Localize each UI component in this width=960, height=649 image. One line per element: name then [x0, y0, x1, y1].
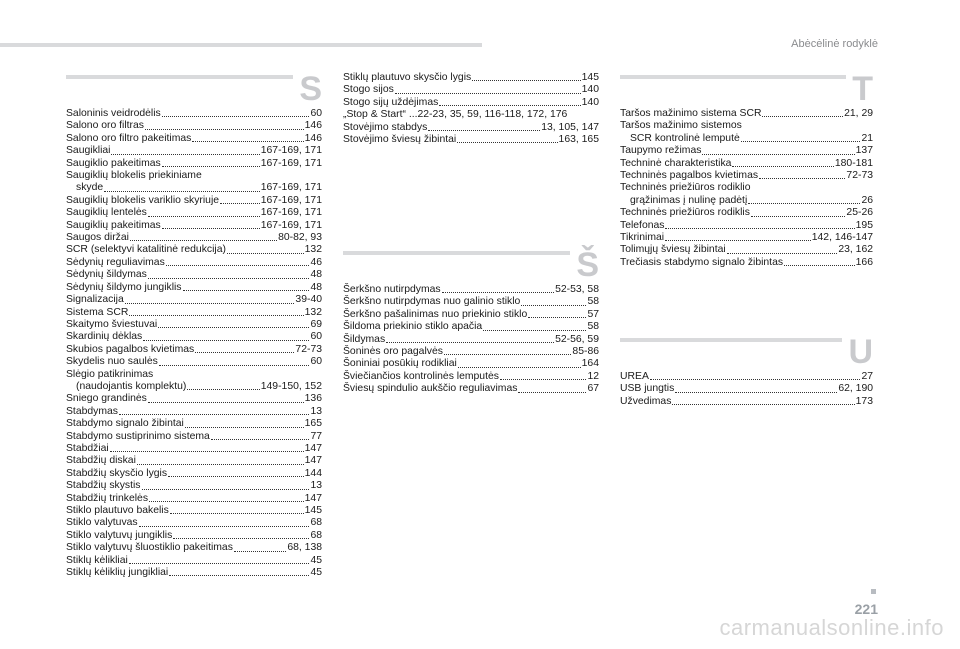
- index-pages: 166: [855, 256, 873, 268]
- index-term: Techninė charakteristika: [620, 157, 732, 169]
- index-term: skyde: [76, 182, 104, 194]
- index-term: Trečiasis stabdymo signalo žibintas: [620, 256, 784, 268]
- index-pages: 46: [310, 256, 322, 268]
- dot-leader: [104, 191, 260, 192]
- index-pages: 57: [587, 308, 599, 320]
- index-term: Stogo sijos: [343, 84, 394, 96]
- index-entry: [66, 468, 322, 480]
- index-entry: [620, 120, 873, 132]
- index-term: Saugiklių pakeitimas: [66, 219, 161, 231]
- dot-leader: [444, 354, 571, 355]
- dot-leader: [137, 464, 304, 465]
- index-term: Saloninis veidrodėlis: [66, 108, 161, 119]
- index-term: Techninės priežiūros rodiklis: [620, 207, 750, 219]
- dot-leader: [148, 278, 310, 279]
- index-term: Stovėjimo šviesų žibintai: [343, 134, 457, 146]
- index-entry: [620, 383, 873, 395]
- index-term: SCR (selektyvi katalitinė redukcija): [66, 244, 226, 256]
- index-pages: 62, 190: [838, 383, 873, 395]
- index-term: Stiklų kėlikliai: [66, 554, 128, 566]
- index-entry: [66, 307, 322, 319]
- index-term: Sėdynių reguliavimas: [66, 256, 165, 268]
- index-entry: [66, 406, 322, 418]
- watermark: carmanualsonline.info: [719, 615, 944, 640]
- index-term: Saugiklių blokelis priekiniame: [66, 170, 202, 182]
- index-entry: [66, 232, 322, 244]
- dot-leader: [727, 253, 838, 254]
- index-term: Sistema SCR: [66, 306, 129, 318]
- index-entry: [66, 431, 322, 443]
- dot-leader: [168, 476, 304, 477]
- index-term: Šerkšno nutirpdymas nuo galinio stiklo: [343, 296, 521, 308]
- index-entry: [620, 170, 873, 182]
- index-list-s-continued: [343, 72, 599, 146]
- index-entry: [343, 72, 599, 84]
- index-entry: [66, 517, 322, 529]
- dot-leader: [187, 389, 259, 390]
- index-pages: 167-169, 171: [260, 219, 322, 231]
- index-term: Stogo sijų uždėjimas: [343, 96, 439, 108]
- page-number: 221: [854, 601, 878, 617]
- index-term: Skydelis nuo saulės: [66, 356, 158, 368]
- index-term: SCR kontrolinė lemputė: [630, 132, 740, 144]
- index-entry: [620, 195, 873, 207]
- index-term: Stiklo valytuvų jungiklis: [66, 529, 173, 541]
- index-term: „Stop & Start“ ...: [343, 109, 418, 121]
- index-term: Stabdžių skysčio lygis: [66, 467, 168, 479]
- dot-leader: [183, 290, 310, 291]
- index-term: Saugiklio pakeitimas: [66, 157, 161, 169]
- index-entry: [66, 443, 322, 455]
- index-pages: 147: [304, 492, 322, 504]
- index-term: Stiklo valytuvų šluostiklio pakeitimas: [66, 542, 233, 554]
- section-letter-u: U: [842, 335, 873, 369]
- index-list-s: [66, 108, 322, 579]
- index-pages: 195: [855, 219, 873, 231]
- index-pages: 145: [304, 505, 322, 516]
- index-entry: [66, 269, 322, 281]
- index-pages: 45: [310, 567, 322, 579]
- index-pages: 39-40: [295, 294, 322, 306]
- dot-leader: [751, 216, 845, 217]
- dot-leader: [119, 414, 309, 415]
- dot-leader: [185, 427, 304, 428]
- index-pages: 167-169, 171: [260, 182, 322, 194]
- index-entry: [620, 133, 873, 145]
- index-pages: 165: [304, 418, 322, 430]
- index-term: Sėdynių šildymo jungiklis: [66, 281, 182, 293]
- index-pages: 167-169, 171: [260, 207, 322, 219]
- index-term: Slėgio patikrinimas: [66, 368, 154, 380]
- index-term: Stabdžių trinkelės: [66, 492, 149, 504]
- dot-leader: [665, 228, 854, 229]
- index-pages: 146: [304, 120, 322, 132]
- dot-leader: [211, 439, 310, 440]
- index-list-u: [620, 371, 873, 408]
- index-entry: [66, 530, 322, 542]
- dot-leader: [741, 141, 861, 142]
- section-letter-s: S: [293, 72, 322, 106]
- index-pages: 173: [855, 395, 873, 407]
- index-term: USB jungtis: [620, 383, 675, 395]
- index-term: Salono oro filtro pakeitimas: [66, 132, 192, 144]
- column-3: [620, 70, 873, 407]
- section-s: [66, 72, 322, 579]
- index-pages: 25-26: [846, 207, 873, 219]
- index-pages: 77: [310, 430, 322, 442]
- index-entry: [66, 393, 322, 405]
- dot-leader: [110, 451, 304, 452]
- index-pages: 45: [310, 554, 322, 566]
- dot-leader: [227, 253, 304, 254]
- dot-leader: [169, 575, 309, 576]
- index-pages: 145: [581, 72, 599, 83]
- index-term: Stabdymo signalo žibintai: [66, 418, 184, 430]
- dot-leader: [166, 265, 310, 266]
- index-term: Šerkšno pašalinimas nuo priekinio stiklo: [343, 308, 528, 320]
- index-term: Tikrinimai: [620, 232, 665, 244]
- section-letter-sh: Š: [570, 248, 599, 282]
- index-term: Stiklų plautuvo skysčio lygis: [343, 72, 472, 83]
- dot-leader: [159, 365, 310, 366]
- index-pages: 147: [304, 442, 322, 454]
- index-entry: [620, 244, 873, 256]
- index-term: Stabdžiai: [66, 442, 109, 454]
- section-header-sh: [343, 248, 599, 284]
- index-entry: [66, 244, 322, 256]
- section-rule: [343, 251, 599, 255]
- index-entry: [343, 122, 599, 134]
- dot-leader: [139, 526, 310, 527]
- page-marker: [871, 589, 876, 594]
- dot-leader: [129, 563, 310, 564]
- index-pages: 60: [310, 356, 322, 368]
- index-entry: [620, 207, 873, 219]
- index-entry: [66, 319, 322, 331]
- index-term: Šoniniai posūkių rodikliai: [343, 358, 457, 370]
- index-pages: 58: [587, 321, 599, 333]
- dot-leader: [395, 93, 581, 94]
- index-pages: 140: [581, 96, 599, 108]
- index-entry: [343, 284, 599, 296]
- index-entry: [66, 220, 322, 232]
- index-pages: 13: [310, 480, 322, 492]
- index-entry: [66, 555, 322, 567]
- dot-leader: [148, 216, 260, 217]
- index-pages: 58: [587, 296, 599, 308]
- section-header-t: [620, 72, 873, 108]
- index-term: Taršos mažinimo sistema SCR: [620, 108, 762, 119]
- index-pages: 52-53, 58: [555, 284, 599, 295]
- dot-leader: [145, 129, 304, 130]
- dot-leader: [500, 379, 587, 380]
- index-entry: [620, 396, 873, 408]
- dot-leader: [439, 105, 580, 106]
- index-pages: 142, 146-147: [811, 232, 873, 244]
- index-term: Tolimųjų šviesų žibintai: [620, 244, 726, 256]
- dot-leader: [732, 166, 833, 167]
- index-entry: [66, 257, 322, 269]
- index-pages: 180-181: [834, 157, 873, 169]
- index-pages: 48: [310, 269, 322, 281]
- dot-leader: [702, 154, 854, 155]
- index-entry: [343, 334, 599, 346]
- index-pages: 167-169, 171: [260, 145, 322, 157]
- index-term: grąžinimas į nulinę padėtį: [630, 194, 748, 206]
- index-entry: [620, 182, 873, 194]
- index-pages: 167-169, 171: [260, 194, 322, 206]
- index-entry: [620, 108, 873, 120]
- index-term: Saugiklių blokelis variklio skyriuje: [66, 194, 220, 206]
- index-term: Stovėjimo stabdys: [343, 121, 428, 133]
- dot-leader: [143, 340, 309, 341]
- column-2: [343, 72, 599, 395]
- index-term: Techninės priežiūros rodiklio: [620, 182, 751, 194]
- dot-leader: [759, 178, 845, 179]
- index-term: Šoninės oro pagalvės: [343, 346, 443, 358]
- index-entry: [620, 232, 873, 244]
- index-pages: 67: [587, 383, 599, 395]
- index-term: Stabdymas: [66, 405, 118, 417]
- index-entry: [66, 294, 322, 306]
- dot-leader: [483, 330, 586, 331]
- dot-leader: [472, 80, 580, 81]
- dot-leader: [162, 116, 310, 117]
- index-pages: 13, 105, 147: [541, 121, 599, 133]
- index-entry: [66, 331, 322, 343]
- section-rule: [66, 75, 322, 79]
- index-term: Telefonas: [620, 219, 665, 231]
- index-pages: 52-56, 59: [555, 333, 599, 345]
- index-entry: [620, 371, 873, 383]
- index-pages: 69: [310, 318, 322, 330]
- dot-leader: [158, 327, 309, 328]
- index-pages: 140: [581, 84, 599, 96]
- index-term: UREA: [620, 371, 649, 382]
- index-entry: [620, 158, 873, 170]
- dot-leader: [130, 240, 277, 241]
- section-sh: [343, 248, 599, 396]
- index-pages: 68: [310, 517, 322, 529]
- index-entry: [66, 493, 322, 505]
- index-term: Taupymo režimas: [620, 145, 702, 157]
- index-entry: [343, 84, 599, 96]
- index-term: Šerkšno nutirpdymas: [343, 284, 441, 295]
- dot-leader: [173, 538, 309, 539]
- dot-leader: [428, 130, 540, 131]
- index-entry: [343, 134, 599, 146]
- index-entry: [343, 358, 599, 370]
- dot-leader: [111, 154, 259, 155]
- index-entry: [66, 418, 322, 430]
- index-entry: [66, 455, 322, 467]
- index-term: Techninės pagalbos kvietimas: [620, 170, 759, 182]
- dot-leader: [784, 265, 855, 266]
- index-entry: [66, 133, 322, 145]
- index-term: Šildymas: [343, 333, 386, 345]
- index-term: Saugos diržai: [66, 232, 129, 244]
- dot-leader: [748, 203, 860, 204]
- index-pages: 13: [310, 405, 322, 417]
- dot-leader: [149, 501, 304, 502]
- index-list-sh: [343, 284, 599, 396]
- index-entry: [343, 296, 599, 308]
- dot-leader: [195, 352, 294, 353]
- index-term: Stiklo plautuvo bakelis: [66, 505, 169, 516]
- section-header-u: [620, 335, 873, 371]
- index-pages: 137: [855, 145, 873, 157]
- index-term: Saugiklių lentelės: [66, 207, 147, 219]
- dot-leader: [129, 315, 303, 316]
- index-pages: 136: [304, 393, 322, 405]
- index-term: Stiklų kėliklių jungikliai: [66, 567, 169, 579]
- section-header-s: [66, 72, 322, 108]
- index-term: Signalizacija: [66, 294, 124, 306]
- index-pages: 22-23, 35, 59, 116-118, 172, 176: [417, 109, 568, 121]
- index-list-t: [620, 108, 873, 269]
- dot-leader: [142, 489, 310, 490]
- index-pages: 21: [861, 132, 873, 144]
- index-pages: 149-150, 152: [260, 380, 322, 392]
- section-rule: [620, 338, 873, 342]
- dot-leader: [675, 392, 837, 393]
- index-pages: 72-73: [295, 343, 322, 355]
- index-entry: [66, 282, 322, 294]
- index-entry: [343, 346, 599, 358]
- index-term: Šviesų spindulio aukščio reguliavimas: [343, 383, 518, 395]
- dot-leader: [162, 228, 260, 229]
- index-entry: [66, 145, 322, 157]
- index-entry: [66, 344, 322, 356]
- section-letter-t: T: [846, 72, 873, 106]
- dot-leader: [650, 379, 861, 380]
- index-term: (naudojantis komplektu): [76, 380, 187, 392]
- index-term: Stiklo valytuvas: [66, 517, 138, 529]
- index-entry: [620, 220, 873, 232]
- dot-leader: [672, 404, 854, 405]
- index-term: Skaitymo šviestuvai: [66, 318, 158, 330]
- dot-leader: [518, 392, 586, 393]
- index-pages: 60: [310, 331, 322, 343]
- index-pages: 68: [310, 529, 322, 541]
- index-term: Salono oro filtras: [66, 120, 144, 132]
- index-entry: [343, 109, 599, 121]
- column-1: [66, 72, 322, 579]
- section-rule: [620, 75, 873, 79]
- dot-leader: [762, 116, 843, 117]
- dot-leader: [386, 342, 554, 343]
- index-entry: [66, 120, 322, 132]
- index-pages: 132: [304, 306, 322, 318]
- dot-leader: [170, 513, 304, 514]
- index-entry: [343, 383, 599, 395]
- index-entry: [66, 170, 322, 182]
- index-term: Skardinių dėklas: [66, 331, 143, 343]
- index-pages: 27: [861, 371, 873, 382]
- index-entry: [66, 195, 322, 207]
- index-pages: 26: [861, 194, 873, 206]
- index-pages: 60: [310, 108, 322, 119]
- index-entry: [343, 309, 599, 321]
- index-entry: [66, 480, 322, 492]
- index-term: Taršos mažinimo sistemos: [620, 120, 742, 132]
- dot-leader: [665, 240, 811, 241]
- dot-leader: [162, 166, 260, 167]
- index-entry: [620, 257, 873, 269]
- header-band: [0, 43, 482, 47]
- dot-leader: [442, 292, 554, 293]
- index-entry: [66, 505, 322, 517]
- index-pages: 132: [304, 244, 322, 256]
- index-pages: 164: [581, 358, 599, 370]
- index-entry: [343, 97, 599, 109]
- page-heading: Abėcėlinė rodyklė: [791, 38, 878, 50]
- dot-leader: [148, 402, 304, 403]
- index-entry: [66, 567, 322, 579]
- index-entry: [620, 145, 873, 157]
- section-u: [620, 335, 873, 408]
- index-term: Sniego grandinės: [66, 393, 147, 405]
- dot-leader: [458, 367, 581, 368]
- index-term: Stabdžių diskai: [66, 455, 136, 467]
- index-term: Skubios pagalbos kvietimas: [66, 343, 195, 355]
- index-term: Stabdžių skystis: [66, 480, 141, 492]
- dot-leader: [528, 317, 586, 318]
- index-term: Užvedimas: [620, 395, 672, 407]
- dot-leader: [457, 142, 557, 143]
- index-pages: 72-73: [846, 170, 873, 182]
- dot-leader: [521, 305, 586, 306]
- index-pages: 163, 165: [558, 134, 599, 146]
- dot-leader: [234, 551, 286, 552]
- index-entry: [66, 381, 322, 393]
- index-entry: [66, 356, 322, 368]
- section-t: [620, 72, 873, 269]
- index-pages: 48: [310, 281, 322, 293]
- index-pages: 80-82, 93: [278, 232, 322, 244]
- index-pages: 144: [304, 467, 322, 479]
- index-term: Sėdynių šildymas: [66, 269, 147, 281]
- dot-leader: [125, 303, 295, 304]
- index-pages: 146: [304, 132, 322, 144]
- dot-leader: [220, 203, 260, 204]
- index-entry: [343, 371, 599, 383]
- index-entry: [66, 207, 322, 219]
- index-pages: 21, 29: [844, 108, 873, 119]
- index-entry: [66, 108, 322, 120]
- index-entry: [66, 369, 322, 381]
- index-term: Stabdymo sustiprinimo sistema: [66, 430, 210, 442]
- index-term: Šviečiančios kontrolinės lemputės: [343, 370, 499, 382]
- index-term: Saugikliai: [66, 145, 111, 157]
- dot-leader: [192, 141, 303, 142]
- index-pages: 23, 162: [838, 244, 873, 256]
- index-entry: [343, 321, 599, 333]
- index-term: Šildoma priekinio stiklo apačia: [343, 321, 483, 333]
- index-pages: 147: [304, 455, 322, 467]
- index-pages: 85-86: [572, 346, 599, 358]
- index-pages: 167-169, 171: [260, 157, 322, 169]
- index-entry: [66, 158, 322, 170]
- index-pages: 12: [587, 370, 599, 382]
- index-pages: 68, 138: [287, 542, 322, 554]
- index-entry: [66, 542, 322, 554]
- index-entry: [66, 182, 322, 194]
